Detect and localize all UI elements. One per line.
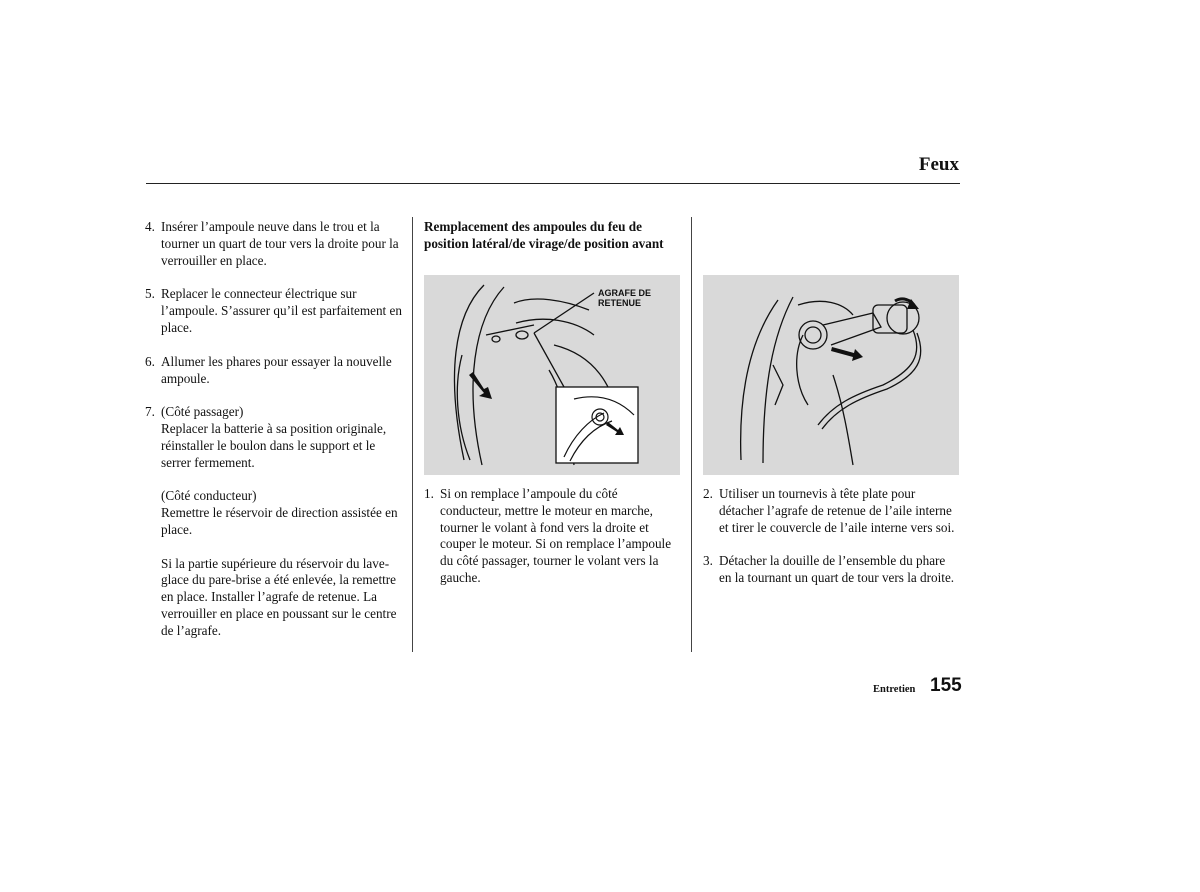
step-text: Replacer la batterie à sa position originale, réinstaller le boulon dans le support et le serrer fermement.: [161, 421, 387, 470]
step-subtitle: (Côté conducteur): [161, 488, 257, 504]
step-1: [424, 486, 680, 587]
middle-column-steps: [424, 486, 680, 587]
left-column: [145, 219, 403, 640]
page-number: 155: [930, 675, 962, 696]
step-number: 4.: [145, 219, 155, 234]
step-number: 6.: [145, 353, 155, 369]
step-text: Utiliser un tournevis à tête plate pour détacher l’agrafe de retenue de l’aile interne et tirer le couvercle de l’aile interne vers soi.: [719, 486, 955, 535]
step-number: 5.: [145, 286, 155, 302]
callout-line: RETENUE: [598, 298, 642, 308]
column-divider-right: [691, 217, 692, 652]
middle-column: [424, 219, 680, 253]
step-5: [145, 286, 403, 336]
right-column-steps: [703, 486, 961, 587]
step-2: [703, 486, 961, 536]
section-title: Feux: [918, 154, 959, 175]
step-text: Remettre le réservoir de direction assistée en place.: [161, 505, 398, 537]
step-number: 1.: [424, 486, 434, 501]
figure-callout-label: [598, 288, 651, 308]
callout-line: AGRAFE DE: [598, 288, 652, 298]
step-number: 7.: [145, 404, 155, 420]
step-text: Si on remplace l’ampoule du côté conducteur, mettre le moteur en marche, tourner le volant à fond vers la droite et couper le moteur. Si on remplace l’ampoule du côté passager, tourner le volant vers la gauche.: [440, 486, 672, 585]
step-subtitle: (Côté passager): [161, 404, 244, 420]
header-rule: [146, 183, 960, 184]
step-text: Détacher la douille de l’ensemble du phare en la tournant un quart de tour vers la droite.: [719, 553, 955, 586]
step-4: [145, 219, 403, 269]
bulb-socket-illustration: [703, 275, 959, 475]
step-3: [703, 553, 961, 587]
step-7-body: [161, 404, 403, 639]
column-divider-left: [412, 217, 413, 652]
step-7: [145, 404, 403, 639]
step-number: 2.: [703, 486, 713, 501]
figure-fender-clip: [424, 275, 680, 475]
procedure-heading: Remplacement des ampoules du feu de position latéral/de virage/de position avant: [424, 219, 664, 251]
figure-bulb-socket: [703, 275, 959, 475]
step-text: Allumer les phares pour essayer la nouvelle ampoule.: [161, 353, 392, 386]
footer-section-name: Entretien: [873, 684, 916, 695]
step-text: Si la partie supérieure du réservoir du lave-glace du pare-brise a été enlevée, la remettre en place. Installer l’agrafe de retenue. La verrouiller en place en poussant sur le centre de l’agrafe.: [161, 555, 397, 638]
step-number: 3.: [703, 553, 713, 569]
step-6: [145, 354, 403, 388]
step-text: Insérer l’ampoule neuve dans le trou et la tourner un quart de tour vers la droite pour la verrouiller en place.: [161, 219, 399, 268]
step-text: Replacer le connecteur électrique sur l’ampoule. S’assurer qu’il est parfaitement en place.: [161, 286, 402, 335]
